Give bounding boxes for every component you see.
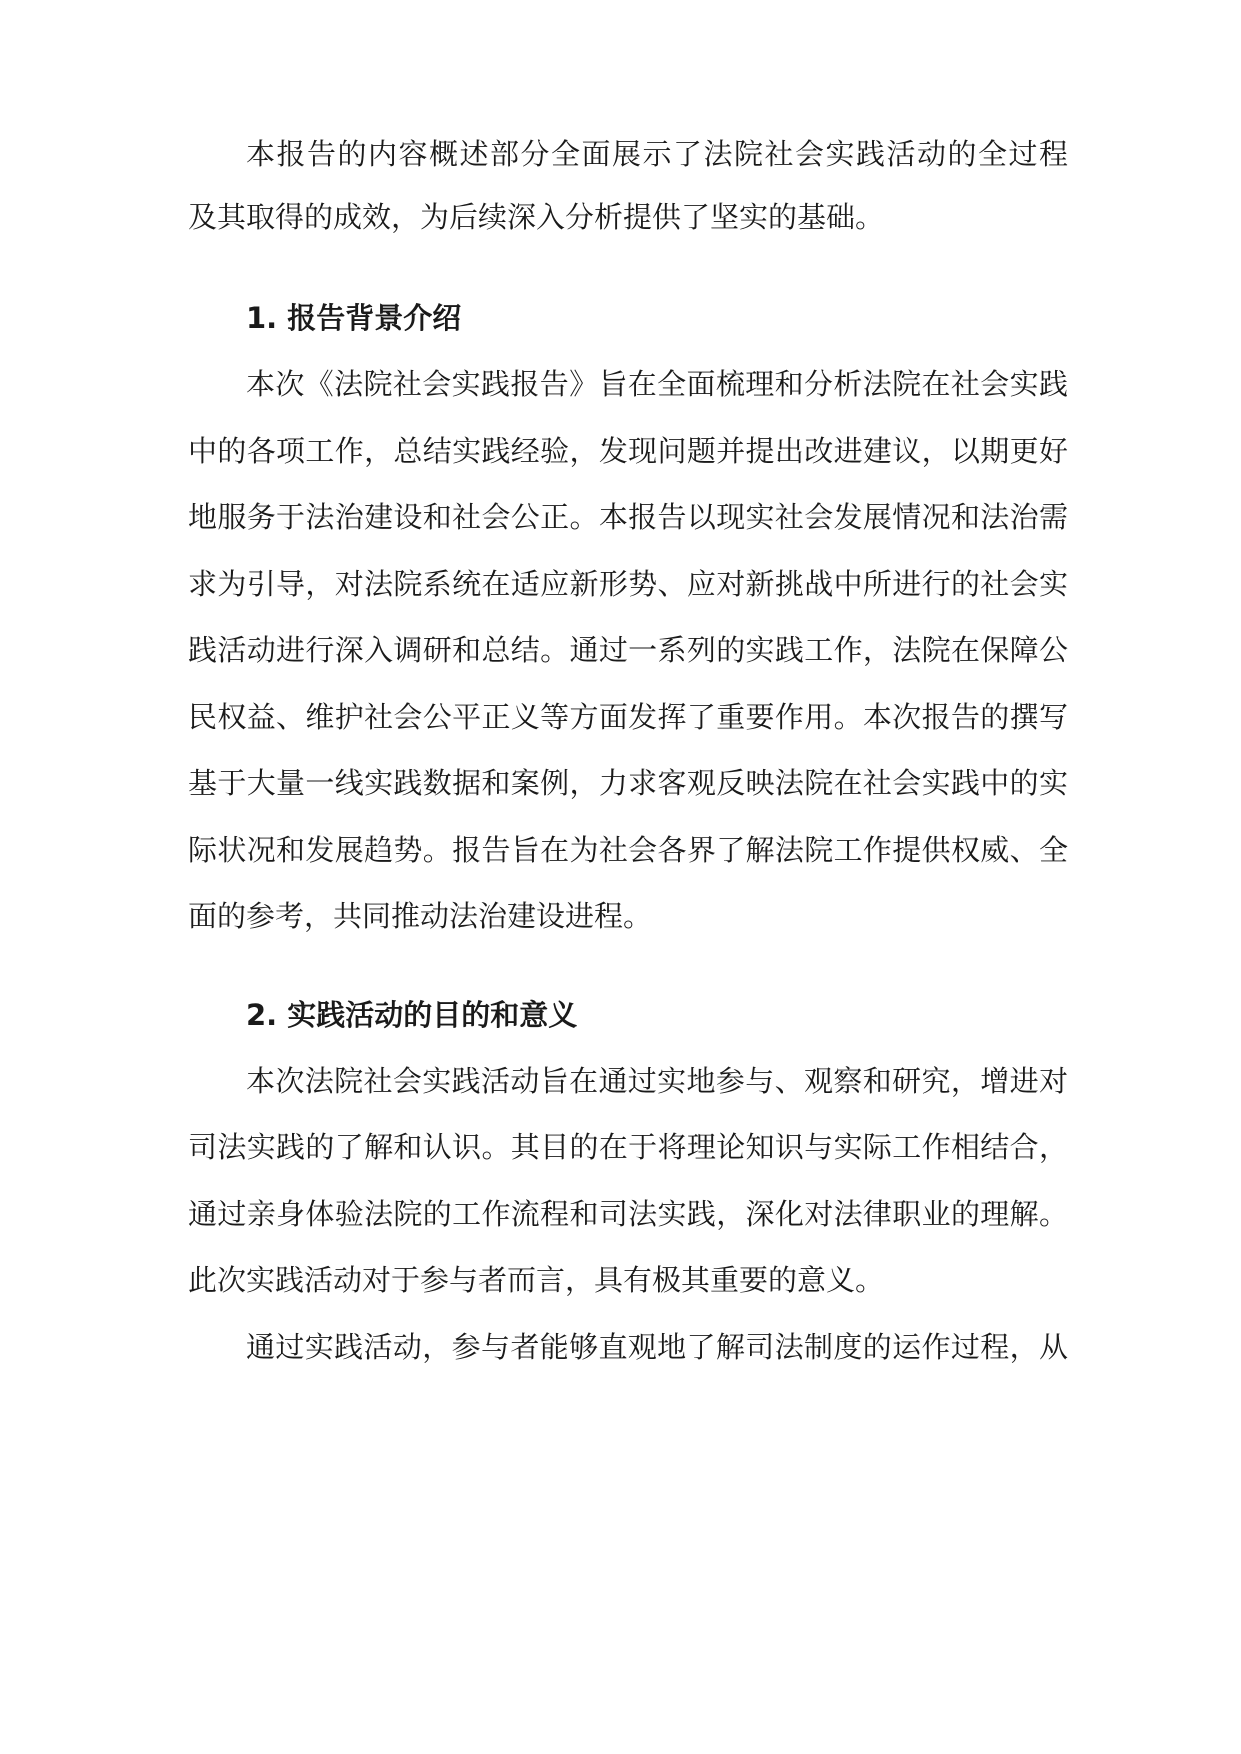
paragraph-line: 基于大量一线实践数据和案例，力求客观反映法院在社会实践中的实 <box>188 766 1068 800</box>
paragraph-line: 地服务于法治建设和社会公正。本报告以现实社会发展情况和法治需 <box>188 500 1068 534</box>
paragraph-line: 本次法院社会实践活动旨在通过实地参与、观察和研究，增进对 <box>246 1064 1068 1098</box>
paragraph-line: 此次实践活动对于参与者而言，具有极其重要的意义。 <box>188 1263 885 1297</box>
section-heading: 1. 报告背景介绍 <box>246 301 462 335</box>
intro-line: 本报告的内容概述部分全面展示了法院社会实践活动的全过程 <box>246 137 1068 171</box>
paragraph-line: 本次《法院社会实践报告》旨在全面梳理和分析法院在社会实践 <box>246 367 1068 401</box>
paragraph-line: 面的参考，共同推动法治建设进程。 <box>188 899 653 933</box>
paragraph-line: 中的各项工作，总结实践经验，发现问题并提出改进建议，以期更好 <box>188 434 1068 468</box>
paragraph-line: 际状况和发展趋势。报告旨在为社会各界了解法院工作提供权威、全 <box>188 833 1068 867</box>
paragraph-line: 通过实践活动，参与者能够直观地了解司法制度的运作过程，从 <box>246 1330 1068 1364</box>
paragraph-line: 通过亲身体验法院的工作流程和司法实践，深化对法律职业的理解。 <box>188 1197 1068 1231</box>
section-heading: 2. 实践活动的目的和意义 <box>246 998 578 1032</box>
paragraph-line: 民权益、维护社会公平正义等方面发挥了重要作用。本次报告的撰写 <box>188 700 1068 734</box>
paragraph-line: 司法实践的了解和认识。其目的在于将理论知识与实际工作相结合， <box>188 1130 1068 1164</box>
paragraph-line: 践活动进行深入调研和总结。通过一系列的实践工作，法院在保障公 <box>188 633 1068 667</box>
intro-line: 及其取得的成效，为后续深入分析提供了坚实的基础。 <box>188 200 885 234</box>
paragraph-line: 求为引导，对法院系统在适应新形势、应对新挑战中所进行的社会实 <box>188 567 1068 601</box>
